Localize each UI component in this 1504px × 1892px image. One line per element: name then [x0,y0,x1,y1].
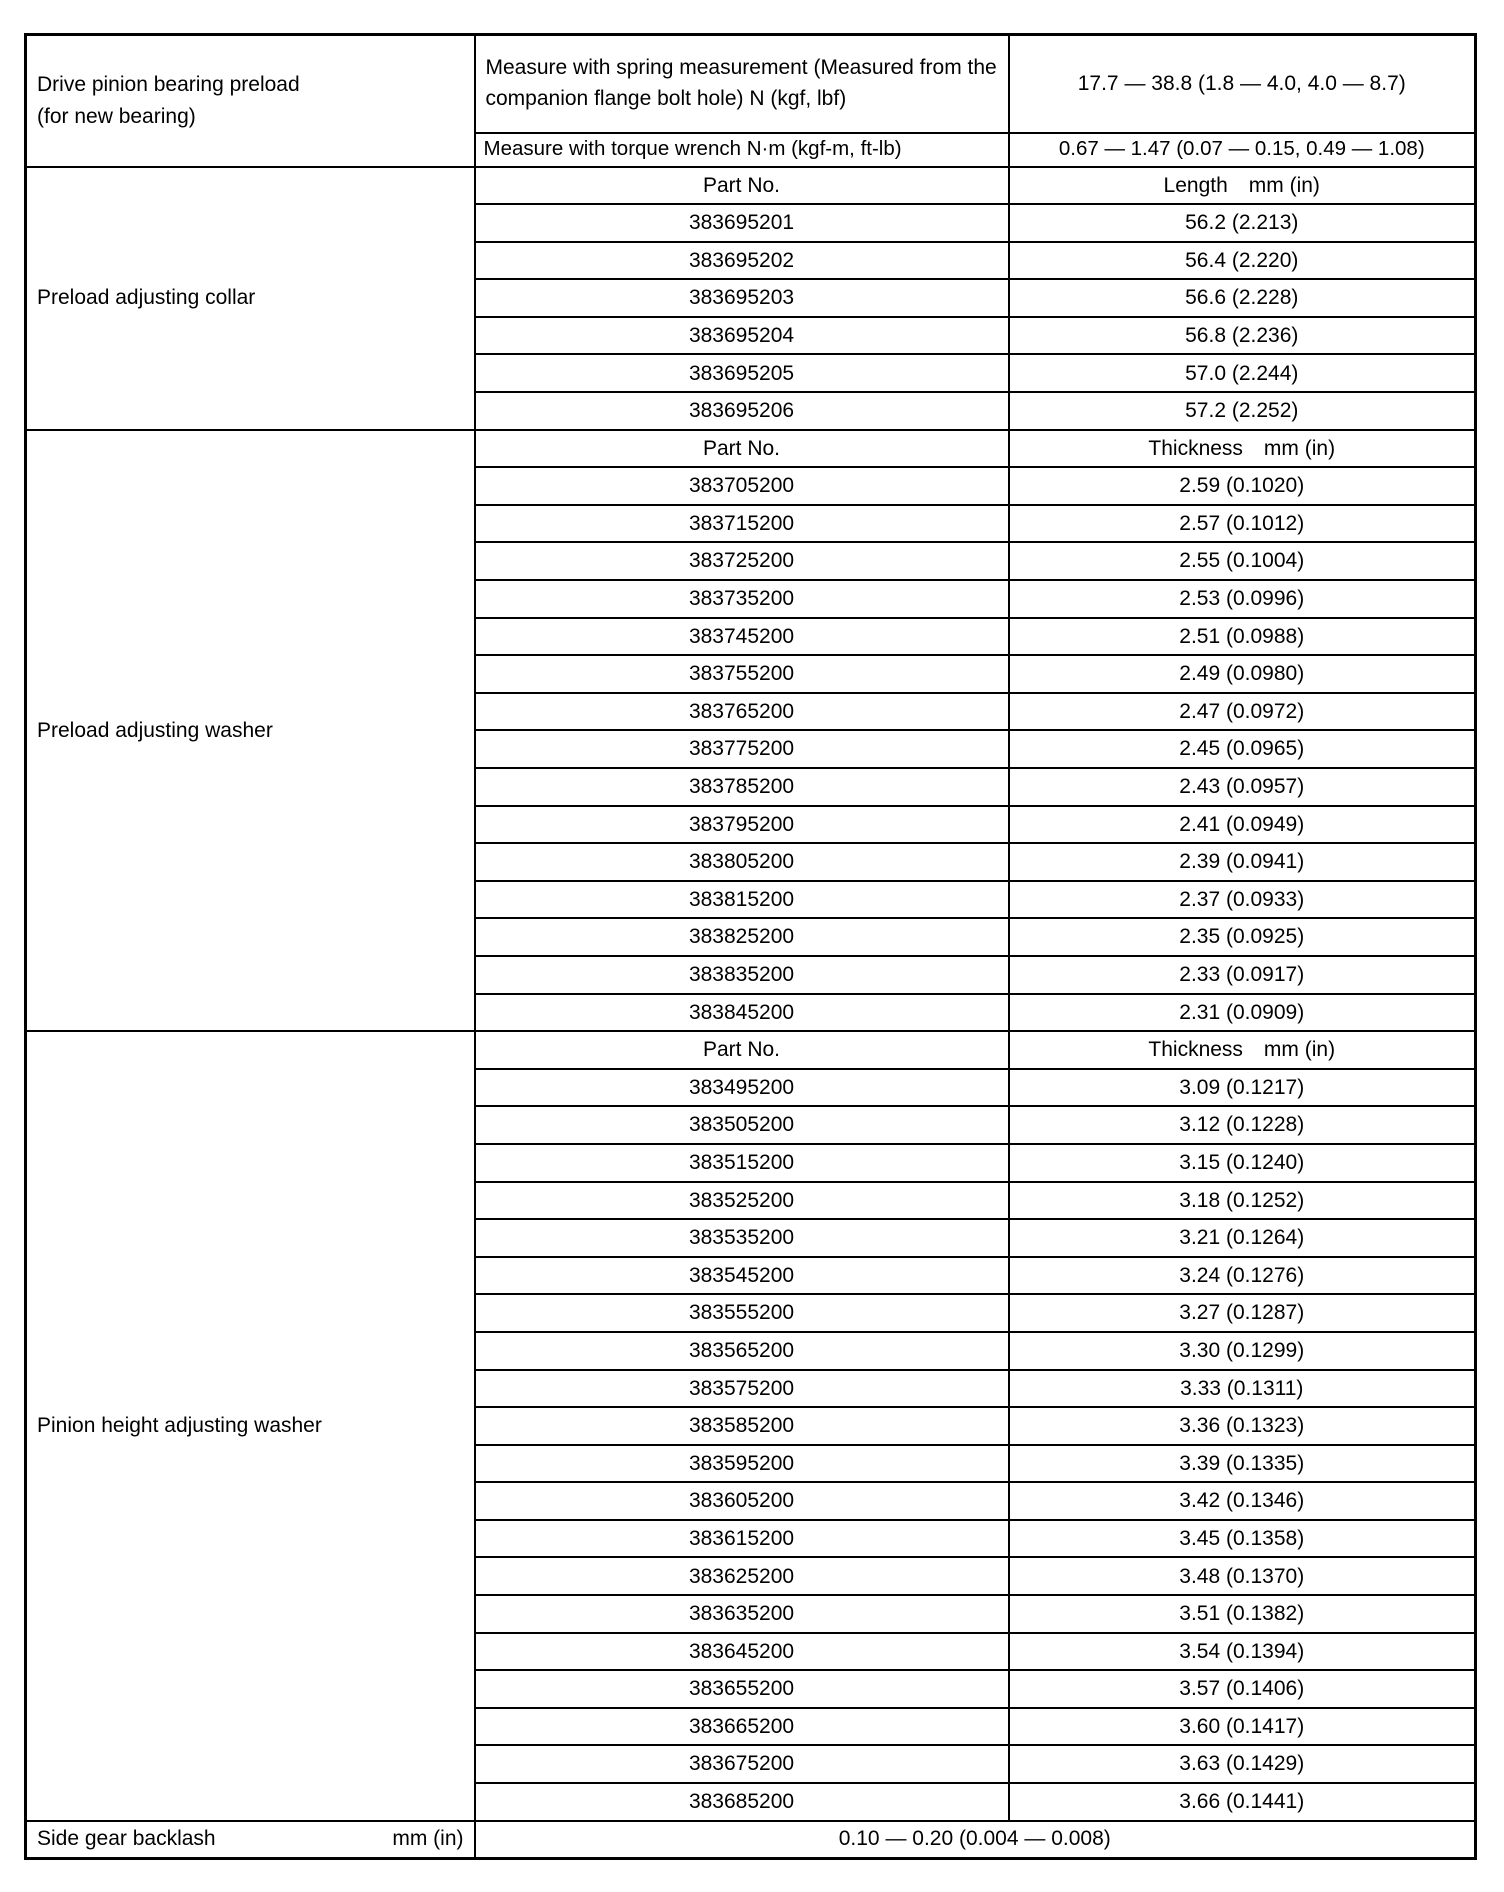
dimension-value: 3.12 (0.1228) [1009,1106,1476,1144]
part-number: 383585200 [475,1407,1009,1445]
section-label: Preload adjusting washer [26,430,475,1032]
dimension-value: 3.66 (0.1441) [1009,1783,1476,1821]
dimension-value: 2.33 (0.0917) [1009,956,1476,994]
dimension-value: 3.63 (0.1429) [1009,1745,1476,1783]
dimension-header: Thickness mm (in) [1009,430,1476,468]
dimension-value: 2.47 (0.0972) [1009,693,1476,731]
part-number: 383705200 [475,467,1009,505]
part-no-header: Part No. [475,1031,1009,1069]
dimension-header: Thickness mm (in) [1009,1031,1476,1069]
dimension-value: 3.15 (0.1240) [1009,1144,1476,1182]
dimension-value: 3.24 (0.1276) [1009,1257,1476,1295]
preload-label-line2: (for new bearing) [37,104,196,128]
dimension-value: 3.51 (0.1382) [1009,1595,1476,1633]
dimension-value: 3.09 (0.1217) [1009,1069,1476,1107]
dimension-value: 2.57 (0.1012) [1009,505,1476,543]
part-number: 383695205 [475,354,1009,392]
dimension-value: 2.43 (0.0957) [1009,768,1476,806]
dimension-value: 3.42 (0.1346) [1009,1482,1476,1520]
part-number: 383845200 [475,994,1009,1032]
part-number: 383825200 [475,918,1009,956]
dimension-value: 2.53 (0.0996) [1009,580,1476,618]
part-number: 383775200 [475,730,1009,768]
part-number: 383645200 [475,1633,1009,1671]
part-number: 383525200 [475,1182,1009,1220]
dimension-value: 3.54 (0.1394) [1009,1633,1476,1671]
torque-method: Measure with torque wrench N·m (kgf-m, ft-lb) [475,133,1009,167]
part-number: 383675200 [475,1745,1009,1783]
dimension-value: 3.33 (0.1311) [1009,1370,1476,1408]
dimension-value: 3.30 (0.1299) [1009,1332,1476,1370]
part-number: 383535200 [475,1219,1009,1257]
part-number: 383515200 [475,1144,1009,1182]
section-header-row [26,1031,1476,1069]
backlash-row [26,1821,1476,1859]
dimension-value: 3.36 (0.1323) [1009,1407,1476,1445]
preload-label-line1: Drive pinion bearing preload [37,73,300,97]
part-number: 383795200 [475,806,1009,844]
part-number: 383735200 [475,580,1009,618]
part-number: 383545200 [475,1257,1009,1295]
backlash-label [26,1821,475,1859]
backlash-unit: mm (in) [392,1827,464,1851]
dimension-value: 2.31 (0.0909) [1009,994,1476,1032]
part-no-header: Part No. [475,430,1009,468]
part-number: 383595200 [475,1445,1009,1483]
part-number: 383785200 [475,768,1009,806]
dimension-value: 3.45 (0.1358) [1009,1520,1476,1558]
part-number: 383815200 [475,881,1009,919]
spring-value: 17.7 — 38.8 (1.8 — 4.0, 4.0 — 8.7) [1009,35,1476,133]
dimension-value: 2.41 (0.0949) [1009,806,1476,844]
dimension-value: 2.37 (0.0933) [1009,881,1476,919]
section-label: Pinion height adjusting washer [26,1031,475,1820]
part-number: 383665200 [475,1708,1009,1746]
dimension-header: Length mm (in) [1009,167,1476,205]
dimension-value: 3.27 (0.1287) [1009,1294,1476,1332]
part-number: 383695204 [475,317,1009,355]
dimension-value: 3.21 (0.1264) [1009,1219,1476,1257]
part-number: 383715200 [475,505,1009,543]
dimension-value: 2.55 (0.1004) [1009,542,1476,580]
dimension-value: 3.57 (0.1406) [1009,1670,1476,1708]
torque-value: 0.67 — 1.47 (0.07 — 0.15, 0.49 — 1.08) [1009,133,1476,167]
dimension-value: 56.2 (2.213) [1009,204,1476,242]
dimension-value: 56.6 (2.228) [1009,279,1476,317]
dimension-value: 2.45 (0.0965) [1009,730,1476,768]
dimension-value: 2.39 (0.0941) [1009,843,1476,881]
section-header-row [26,167,1476,205]
part-number: 383505200 [475,1106,1009,1144]
part-number: 383605200 [475,1482,1009,1520]
part-number: 383695203 [475,279,1009,317]
dimension-value: 56.8 (2.236) [1009,317,1476,355]
dimension-value: 56.4 (2.220) [1009,242,1476,280]
dimension-value: 3.60 (0.1417) [1009,1708,1476,1746]
part-number: 383835200 [475,956,1009,994]
backlash-label-text: Side gear backlash [37,1827,216,1851]
part-number: 383615200 [475,1520,1009,1558]
dimension-value: 3.48 (0.1370) [1009,1557,1476,1595]
part-number: 383565200 [475,1332,1009,1370]
specification-table [24,33,1477,1860]
preload-label [26,35,475,167]
dimension-value: 2.49 (0.0980) [1009,655,1476,693]
part-number: 383625200 [475,1557,1009,1595]
backlash-label-wrap [37,1823,464,1855]
dimension-value: 3.39 (0.1335) [1009,1445,1476,1483]
part-number: 383765200 [475,693,1009,731]
spring-method: Measure with spring measurement (Measured from the companion flange bolt hole) N (kgf, lbf) [475,35,1009,133]
part-number: 383655200 [475,1670,1009,1708]
part-number: 383755200 [475,655,1009,693]
part-number: 383695206 [475,392,1009,430]
part-number: 383495200 [475,1069,1009,1107]
part-number: 383805200 [475,843,1009,881]
dimension-value: 57.2 (2.252) [1009,392,1476,430]
part-no-header: Part No. [475,167,1009,205]
dimension-value: 2.59 (0.1020) [1009,467,1476,505]
part-number: 383725200 [475,542,1009,580]
part-number: 383685200 [475,1783,1009,1821]
part-number: 383745200 [475,618,1009,656]
part-number: 383695201 [475,204,1009,242]
part-number: 383575200 [475,1370,1009,1408]
dimension-value: 3.18 (0.1252) [1009,1182,1476,1220]
part-number: 383635200 [475,1595,1009,1633]
part-number: 383555200 [475,1294,1009,1332]
backlash-value: 0.10 — 0.20 (0.004 — 0.008) [475,1821,1476,1859]
dimension-value: 2.51 (0.0988) [1009,618,1476,656]
section-header-row [26,430,1476,468]
dimension-value: 57.0 (2.244) [1009,354,1476,392]
part-number: 383695202 [475,242,1009,280]
section-label: Preload adjusting collar [26,167,475,430]
dimension-value: 2.35 (0.0925) [1009,918,1476,956]
